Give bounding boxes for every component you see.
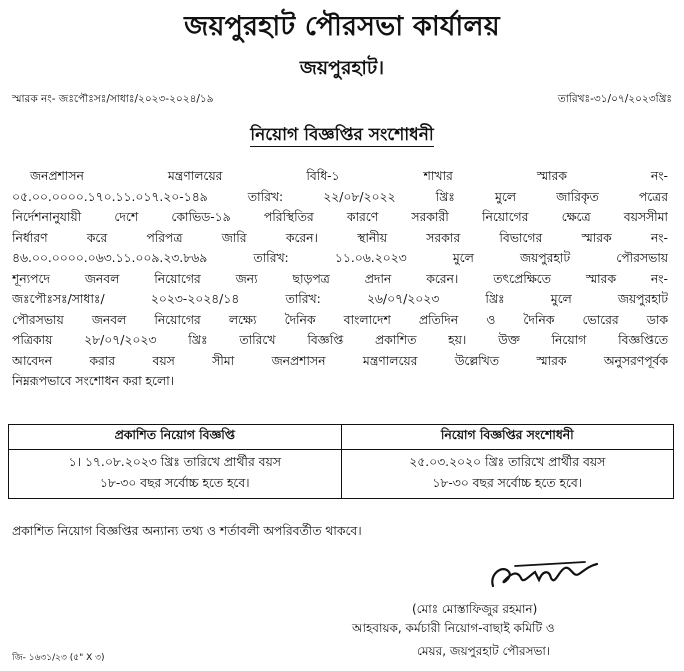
amendment-cell	[341, 450, 674, 499]
column-header-published: প্রকাশিত নিয়োগ বিজ্ঞপ্তি	[9, 425, 342, 450]
body-line: জনপ্রশাসন মন্ত্রণালয়ের বিধি-১ শাখার স্মারক নং-	[30, 169, 668, 183]
amendment-table	[8, 424, 674, 499]
memo-date: তারিখঃ-৩১/০৭/২০২৩খ্রিঃ	[557, 93, 672, 105]
body-line: আবেদন করার বয়স সীমা জনপ্রশাসন মন্ত্রণালয়ের উল্লেখিত স্মারক অনুসরণপূর্বক	[12, 353, 668, 368]
notice-heading-wrap	[0, 122, 684, 150]
body-line: নিম্নরূপভাবে সংশোধন করা হলো।	[12, 374, 175, 388]
print-code: জি- ১৬৩১/২৩ (৫" X ৩)	[12, 653, 105, 663]
signatory-title-1: আহবায়ক, কর্মচারী নিয়োগ-বাছাই কমিটি ও	[352, 621, 555, 635]
footer-note: প্রকাশিত নিয়োগ বিজ্ঞপ্তির অন্যান্য তথ্য ও শর্তাবলী অপরিবর্তীত থাকবে।	[12, 524, 362, 538]
body-line: ০৫.০০.০০০০.১৭০.১১.০১৭.২০-১৪৯ তারিখ: ২২/০৮/২০২২ খ্রিঃ মুলে জারিকৃত পত্রের	[12, 189, 668, 204]
table-row	[9, 450, 674, 499]
signature-image	[485, 556, 605, 596]
cell-line: ১৮-৩০ বছর সর্বোচ্চ হতে হবে।	[432, 476, 583, 490]
cell-line: ১। ১৭.০৮.২০২৩ খ্রিঃ তারিখে প্রার্থীর বয়স	[68, 455, 281, 469]
body-line: জঃপৌঃসঃ/সাধাঃ/ ২০২৩-২০২৪/১৪ তারিখ: ২৬/০৭/২০২৩ খ্রিঃ মুলে জয়পুরহাট	[12, 292, 668, 306]
published-cell	[9, 450, 342, 499]
body-line: নির্দেশনানুযায়ী দেশে কোভিড-১৯ পরিস্থিতির কারণে সরকারী নিয়োগের ক্ষেত্রে বয়সসীমা	[12, 210, 668, 224]
body-line: নির্ধারণ করে পরিপত্র জারি করেন। স্থানীয় সরকার বিভাগের স্মারক নং-	[12, 230, 668, 245]
body-line: পত্রিকায় ২৮/০৭/২০২৩ খ্রিঃ তারিখে বিজ্ঞপ্তি প্রকাশিত হয়। উক্ত নিয়োগ বিজ্ঞপ্তিতে	[12, 333, 668, 347]
office-title: জয়পুরহাট পৌরসভা কার্যালয়	[184, 11, 500, 42]
cell-line: ১৮-৩০ বছর সর্বোচ্চ হতে হবে।	[99, 476, 250, 490]
cell-line: ২৫.০৩.২০২০ খ্রিঃ তারিখে প্রার্থীর বয়স	[409, 455, 606, 469]
body-line: পৌরসভায় জনবল নিয়োগের লক্ষ্যে দৈনিক বাংলাদেশ প্রতিদিন ও দৈনিক ভোরের ডাক	[12, 312, 668, 327]
memo-number: স্মারক নং- জঃপৌঃসঃ/সাধাঃ/২০২৩-২০২৪/১৯	[12, 93, 214, 105]
signatory-name: (মোঃ মোস্তাফিজুর রহমান)	[412, 602, 538, 616]
table-header-row	[9, 425, 674, 450]
notice-heading: নিয়োগ বিজ্ঞপ্তির সংশোধনী	[250, 125, 434, 145]
column-header-amendment: নিয়োগ বিজ্ঞপ্তির সংশোধনী	[341, 425, 674, 450]
notice-body	[12, 166, 668, 392]
body-line: শূন্যপদে জনবল নিয়োগের জন্য ছাড়পত্র প্রদান করেন। তৎপ্রেক্ষিতে স্মারক নং-	[12, 271, 668, 286]
signatory-title-2: মেয়র, জয়পুরহাট পৌরসভা।	[417, 644, 551, 658]
body-line: ৪৬.০০.০০০০.০৬৩.১১.০০৯.২৩.৮৬৯ তারিখ: ১১.০৬.২০২৩ মুলে জয়পুরহাট পৌরসভায়	[12, 251, 668, 265]
office-location: জয়পুরহাট।	[299, 57, 385, 79]
